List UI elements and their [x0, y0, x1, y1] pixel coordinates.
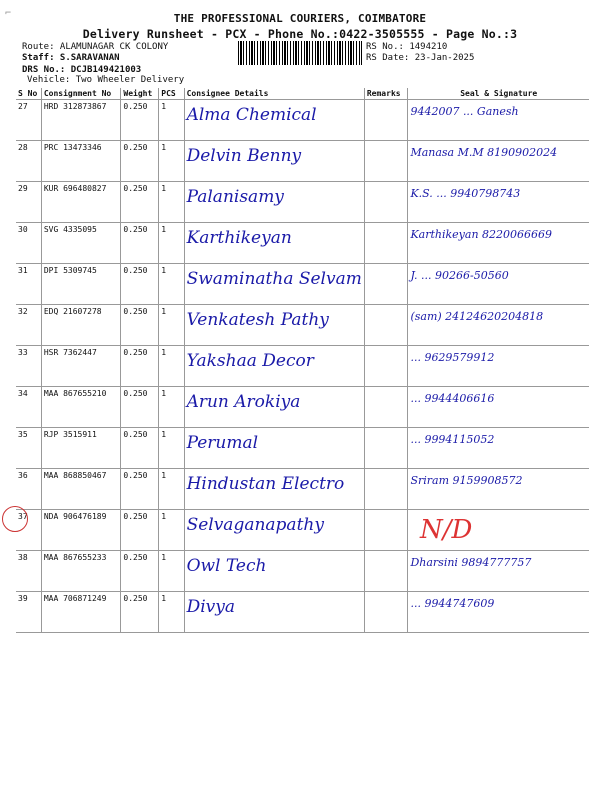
signature-text: (sam) 24124620204818 [410, 310, 544, 323]
signature-cell [408, 428, 589, 469]
barcode-image [238, 41, 362, 65]
consignment-text: EDQ 21607278 [43, 307, 102, 316]
consignment-cell [41, 100, 121, 141]
pcs-cell [159, 510, 184, 551]
consignment-text: SVG 4335095 [43, 225, 97, 234]
table-header-row [16, 88, 589, 100]
consignee-text: Perumal [186, 433, 259, 453]
consignee-text: Swaminatha Selvam [186, 269, 362, 289]
consignee-cell [184, 387, 364, 428]
signature-cell [408, 223, 589, 264]
runsheet-table [16, 88, 589, 633]
sno-text: 33 [18, 348, 28, 357]
weight-cell [121, 182, 159, 223]
consignment-text: HRD 312873867 [43, 102, 107, 111]
pcs-text: 1 [161, 307, 167, 316]
pcs-text: 1 [161, 430, 167, 439]
vehicle-text: Vehicle: Two Wheeler Delivery [27, 75, 185, 85]
consignment-cell [41, 182, 121, 223]
consignee-text: Arun Arokiya [186, 392, 301, 412]
signature-text: Manasa M.M 8190902024 [410, 146, 558, 159]
sno-cell [16, 387, 41, 428]
consignee-cell [184, 264, 364, 305]
signature-cell [408, 264, 589, 305]
remarks-cell [364, 264, 408, 305]
weight-text: 0.250 [123, 348, 148, 357]
signature-cell [408, 551, 589, 592]
remarks-cell [364, 223, 408, 264]
remarks-cell [364, 182, 408, 223]
sno-cell [16, 428, 41, 469]
weight-text: 0.250 [123, 307, 148, 316]
weight-text: 0.250 [123, 225, 148, 234]
consignment-cell [41, 387, 121, 428]
pcs-cell [159, 469, 184, 510]
weight-text: 0.250 [123, 389, 148, 398]
sno-text: 36 [18, 471, 28, 480]
remarks-cell [364, 387, 408, 428]
pcs-cell [159, 264, 184, 305]
consignee-text: Hindustan Electro [186, 474, 345, 494]
table-row [16, 469, 589, 510]
consignment-cell [41, 469, 121, 510]
sno-cell [16, 100, 41, 141]
remarks-cell [364, 428, 408, 469]
sno-text: 29 [18, 184, 28, 193]
signature-cell [408, 100, 589, 141]
pcs-cell [159, 387, 184, 428]
col-consignment: Consignment No [41, 88, 121, 100]
pcs-cell [159, 182, 184, 223]
consignee-text: Palanisamy [186, 187, 284, 207]
table-row [16, 100, 589, 141]
pcs-cell [159, 223, 184, 264]
weight-cell [121, 100, 159, 141]
consignment-cell [41, 305, 121, 346]
sno-cell [16, 182, 41, 223]
signature-text: K.S. ... 9940798743 [410, 187, 521, 200]
sno-cell [16, 592, 41, 633]
consignee-text: Owl Tech [186, 556, 267, 576]
consignment-text: RJP 3515911 [43, 430, 97, 439]
consignee-cell [184, 510, 364, 551]
consignee-text: Karthikeyan [186, 228, 292, 248]
consignment-text: MAA 706871249 [43, 594, 107, 603]
remarks-cell [364, 510, 408, 551]
sno-cell [16, 223, 41, 264]
sno-text: 28 [18, 143, 28, 152]
pcs-cell [159, 592, 184, 633]
weight-text: 0.250 [123, 471, 148, 480]
sno-cell [16, 264, 41, 305]
consignee-cell [184, 141, 364, 182]
consignment-cell [41, 346, 121, 387]
pcs-cell [159, 100, 184, 141]
consignee-cell [184, 592, 364, 633]
consignee-text: Alma Chemical [186, 105, 317, 125]
consignment-cell [41, 141, 121, 182]
signature-cell [408, 305, 589, 346]
weight-text: 0.250 [123, 553, 148, 562]
weight-text: 0.250 [123, 184, 148, 193]
sno-cell [16, 305, 41, 346]
sno-cell [16, 141, 41, 182]
table-row [16, 305, 589, 346]
weight-text: 0.250 [123, 594, 148, 603]
consignment-cell [41, 551, 121, 592]
runsheet-subtitle: Delivery Runsheet - PCX - Phone No.:0422-3505555 - Page No.:3 [82, 27, 518, 41]
signature-cell [408, 141, 589, 182]
col-signature: Seal & Signature [408, 88, 589, 100]
col-remarks: Remarks [364, 88, 408, 100]
consignee-cell [184, 223, 364, 264]
remarks-cell [364, 551, 408, 592]
signature-text: ... 9994115052 [410, 433, 495, 446]
consignee-cell [184, 469, 364, 510]
drs-text: DRS No.: DCJB149421003 [22, 65, 142, 75]
consignment-cell [41, 592, 121, 633]
pcs-text: 1 [161, 143, 167, 152]
consignment-text: MAA 867655210 [43, 389, 107, 398]
red-circle-mark [2, 506, 28, 532]
weight-cell [121, 510, 159, 551]
consignee-cell [184, 182, 364, 223]
not-delivered-mark: N/D [420, 515, 473, 545]
consignment-text: DPI 5309745 [43, 266, 97, 275]
col-sno: S No [16, 88, 41, 100]
weight-cell [121, 305, 159, 346]
signature-text: Sriram 9159908572 [410, 474, 523, 487]
consignee-text: Venkatesh Pathy [186, 310, 329, 330]
remarks-cell [364, 346, 408, 387]
remarks-cell [364, 469, 408, 510]
sno-text: 31 [18, 266, 28, 275]
weight-text: 0.250 [123, 266, 148, 275]
pcs-text: 1 [161, 471, 167, 480]
route-text: Route: ALAMUNAGAR CK COLONY [22, 42, 169, 52]
table-row [16, 592, 589, 633]
consignment-cell [41, 510, 121, 551]
pcs-text: 1 [161, 102, 167, 111]
consignment-cell [41, 428, 121, 469]
sno-text: 37 [18, 512, 28, 521]
rs-no-text: RS No.: 1494210 [366, 42, 448, 52]
pcs-text: 1 [161, 225, 167, 234]
signature-text: ... 9944747609 [410, 597, 495, 610]
weight-text: 0.250 [123, 430, 148, 439]
corner-mark: ⌐ [5, 8, 12, 19]
signature-cell [408, 592, 589, 633]
remarks-cell [364, 100, 408, 141]
consignee-text: Yakshaa Decor [186, 351, 314, 371]
pcs-text: 1 [161, 266, 167, 275]
table-row [16, 510, 589, 551]
staff-text: Staff: S.SARAVANAN [22, 53, 120, 63]
signature-text: Karthikeyan 8220066669 [410, 228, 553, 241]
signature-text: 9442007 ... Ganesh [410, 105, 519, 118]
weight-cell [121, 264, 159, 305]
consignment-text: MAA 867655233 [43, 553, 107, 562]
pcs-cell [159, 551, 184, 592]
consignee-text: Selvaganapathy [186, 515, 324, 535]
consignment-cell [41, 264, 121, 305]
pcs-text: 1 [161, 512, 167, 521]
table-row [16, 551, 589, 592]
weight-cell [121, 428, 159, 469]
consignment-text: KUR 696480827 [43, 184, 107, 193]
pcs-cell [159, 141, 184, 182]
sno-text: 35 [18, 430, 28, 439]
table-row [16, 223, 589, 264]
pcs-text: 1 [161, 184, 167, 193]
signature-cell [408, 182, 589, 223]
weight-cell [121, 387, 159, 428]
table-row [16, 346, 589, 387]
sno-text: 27 [18, 102, 28, 111]
remarks-cell [364, 305, 408, 346]
pcs-cell [159, 428, 184, 469]
pcs-text: 1 [161, 553, 167, 562]
table-row [16, 264, 589, 305]
signature-text: ... 9629579912 [410, 351, 495, 364]
sno-cell [16, 551, 41, 592]
consignment-cell [41, 223, 121, 264]
weight-text: 0.250 [123, 512, 148, 521]
signature-cell [408, 387, 589, 428]
consignment-text: HSR 7362447 [43, 348, 97, 357]
consignee-cell [184, 100, 364, 141]
signature-text: J. ... 90266-50560 [410, 269, 509, 282]
weight-cell [121, 346, 159, 387]
weight-cell [121, 592, 159, 633]
sno-text: 30 [18, 225, 28, 234]
weight-cell [121, 141, 159, 182]
remarks-cell [364, 141, 408, 182]
table-row [16, 141, 589, 182]
col-pcs: PCS [159, 88, 184, 100]
pcs-text: 1 [161, 348, 167, 357]
weight-text: 0.250 [123, 102, 148, 111]
signature-cell [408, 346, 589, 387]
sno-text: 38 [18, 553, 28, 562]
consignee-text: Divya [186, 597, 235, 617]
consignment-text: MAA 868850467 [43, 471, 107, 480]
consignee-cell [184, 428, 364, 469]
company-title: THE PROFESSIONAL COURIERS, COIMBATORE [173, 12, 427, 25]
table-row [16, 182, 589, 223]
pcs-cell [159, 305, 184, 346]
table-row [16, 428, 589, 469]
sno-cell [16, 469, 41, 510]
weight-cell [121, 469, 159, 510]
signature-cell [408, 469, 589, 510]
sno-cell [16, 346, 41, 387]
sno-text: 39 [18, 594, 28, 603]
pcs-cell [159, 346, 184, 387]
pcs-text: 1 [161, 594, 167, 603]
weight-cell [121, 551, 159, 592]
signature-text: Dharsini 9894777757 [410, 556, 532, 569]
consignee-cell [184, 305, 364, 346]
col-weight: Weight [121, 88, 159, 100]
consignment-text: NDA 906476189 [43, 512, 107, 521]
col-consignee: Consignee Details [184, 88, 364, 100]
signature-text: ... 9944406616 [410, 392, 495, 405]
rs-date-text: RS Date: 23-Jan-2025 [366, 53, 475, 63]
remarks-cell [364, 592, 408, 633]
table-row [16, 387, 589, 428]
weight-text: 0.250 [123, 143, 148, 152]
consignment-text: PRC 13473346 [43, 143, 102, 152]
consignee-cell [184, 346, 364, 387]
consignee-cell [184, 551, 364, 592]
sno-text: 32 [18, 307, 28, 316]
pcs-text: 1 [161, 389, 167, 398]
sno-text: 34 [18, 389, 28, 398]
weight-cell [121, 223, 159, 264]
consignee-text: Delvin Benny [186, 146, 302, 166]
